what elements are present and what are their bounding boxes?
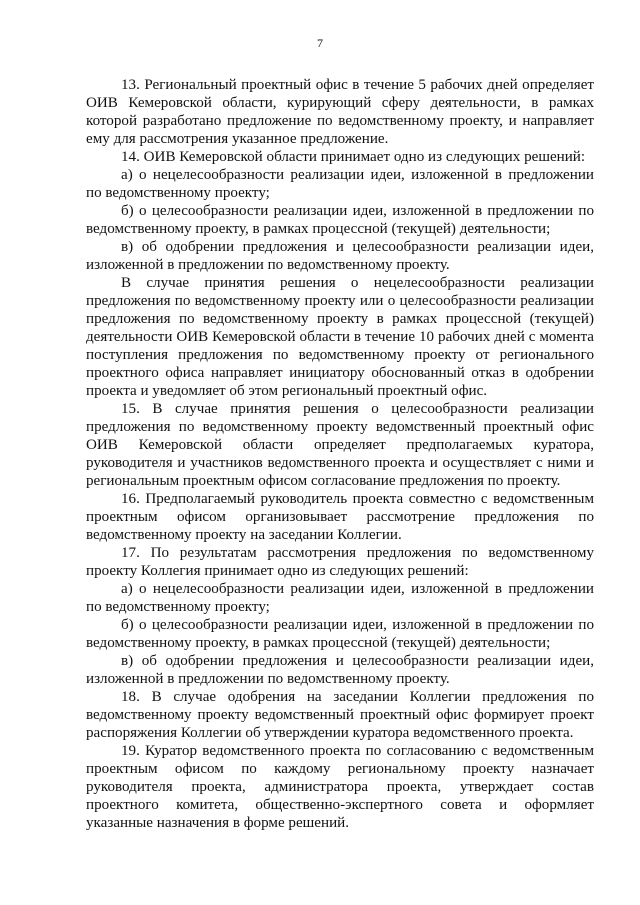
paragraph-13: 13. Региональный проектный офис в течение 5 рабочих дней определяет ОИВ Кемеровской области, курирующий сферу деятельности, в рамках которой разработано предложение по ведомственному проекту, и направляет ему для рассмотрения указанное предложение.: [86, 77, 594, 147]
document-body: [86, 76, 594, 832]
paragraph-19: 19. Куратор ведомственного проекта по согласованию с ведомственным проектным офисом по каждому региональному проекту назначает руководителя проекта, администратора проекта, утверждает состав проектного комитета, общественно-экспертного совета и оформляет указанные назначения в форме решений.: [86, 743, 594, 831]
paragraph-refusal-procedure: В случае принятия решения о нецелесообразности реализации предложения по ведомственному проекту или о целесообразности реализации предложения по ведомственному проекту в рамках процессной (текущей) деятельности ОИВ Кемеровской области в течение 10 рабочих дней с момента поступления предложения по ведомственному проекту от регионального проектного офиса направляет инициатору обоснованный отказ в одобрении проекта и уведомляет об этом региональный проектный офис.: [86, 275, 594, 399]
paragraph-16: 16. Предполагаемый руководитель проекта совместно с ведомственным проектным офисом организовывает рассмотрение предложения по ведомственному проекту на заседании Коллегии.: [86, 491, 594, 543]
paragraph-14-item-a: а) о нецелесообразности реализации идеи, изложенной в предложении по ведомственному проекту;: [86, 167, 594, 201]
paragraph-17-item-b: б) о целесообразности реализации идеи, изложенной в предложении по ведомственному проекту, в рамках процессной (текущей) деятельности;: [86, 617, 594, 651]
paragraph-14-item-v: в) об одобрении предложения и целесообразности реализации идеи, изложенной в предложении по ведомственному проекту.: [86, 239, 594, 273]
paragraph-14: 14. ОИВ Кемеровской области принимает одно из следующих решений:: [121, 149, 586, 165]
page-number: 7: [317, 36, 323, 50]
paragraph-17: 17. По результатам рассмотрения предложения по ведомственному проекту Коллегия принимает одно из следующих решений:: [86, 545, 594, 579]
paragraph-18: 18. В случае одобрения на заседании Коллегии предложения по ведомственному проекту ведомственный проектный офис формирует проект распоряжения Коллегии об утверждении куратора ведомственного проекта.: [86, 689, 594, 741]
paragraph-17-item-a: а) о нецелесообразности реализации идеи, изложенной в предложении по ведомственному проекту;: [86, 581, 594, 615]
paragraph-14-item-b: б) о целесообразности реализации идеи, изложенной в предложении по ведомственному проекту, в рамках процессной (текущей) деятельности;: [86, 203, 594, 237]
paragraph-15: 15. В случае принятия решения о целесообразности реализации предложения по ведомственному проекту ведомственный проектный офис ОИВ Кемеровской области определяет предполагаемых куратора, руководителя и участников ведомственного проекта и осуществляет с ними и региональным проектным офисом согласование предложения по проекту.: [86, 401, 594, 489]
paragraph-17-item-v: в) об одобрении предложения и целесообразности реализации идеи, изложенной в предложении по ведомственному проекту.: [86, 653, 594, 687]
